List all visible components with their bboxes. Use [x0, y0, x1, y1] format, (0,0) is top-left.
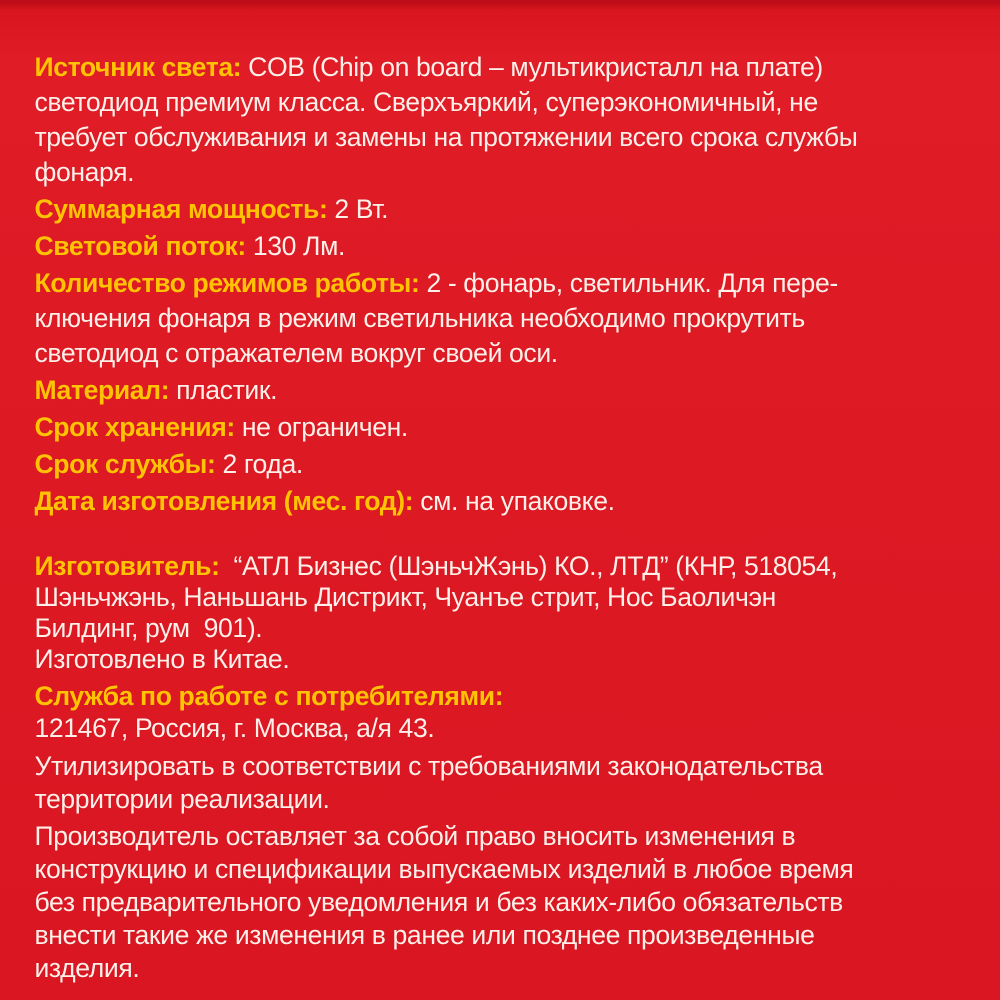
text-line	[34, 853, 955, 886]
field-text: Производитель оставляет за собой право вносить изменения в	[34, 821, 796, 851]
text-line	[34, 373, 955, 408]
field-text: Билдинг, рум 901).	[34, 613, 263, 643]
field-text: изделия.	[34, 953, 140, 983]
text-line	[34, 447, 955, 482]
text-line	[34, 85, 955, 120]
text-line	[34, 155, 955, 190]
text-line	[34, 336, 955, 371]
section-disclaimer	[34, 820, 955, 985]
field-text: светодиод с отражателем вокруг своей оси.	[34, 338, 558, 368]
field-text: Утилизировать в соответствии с требованиями законодательства	[34, 751, 823, 781]
text-line	[34, 301, 955, 336]
field-text: 130 Лм.	[245, 231, 345, 261]
section-consumer-service	[34, 680, 955, 744]
text-line	[34, 229, 955, 264]
text-line	[34, 919, 955, 952]
text-line	[34, 410, 955, 445]
text-line	[34, 266, 955, 301]
text-line	[34, 120, 955, 155]
field-label: Количество режимов работы:	[34, 268, 420, 298]
field-text: не ограничен.	[234, 412, 408, 442]
text-line	[34, 50, 955, 85]
text-line	[34, 613, 955, 644]
field-text: пластик.	[169, 375, 278, 405]
text-line	[34, 192, 955, 227]
field-text: “АТЛ Бизнес (ШэньчЖэнь) КО., ЛТД” (КНР, 518054,	[219, 551, 838, 581]
text-line	[34, 712, 955, 744]
field-label: Срок службы:	[34, 449, 216, 479]
text-line	[34, 680, 955, 712]
field-text: требует обслуживания и замены на протяжении всего срока службы	[34, 122, 858, 152]
field-text: 121467, Россия, г. Москва, а/я 43.	[34, 713, 435, 743]
field-label: Служба по работе с потребителями:	[34, 681, 504, 711]
field-text: территории реализации.	[34, 784, 330, 814]
field-label: Срок хранения:	[34, 412, 235, 442]
text-line	[34, 551, 955, 582]
section-manufacturer	[34, 551, 955, 675]
field-text: Изготовлено в Китае.	[34, 644, 290, 674]
field-label: Материал:	[34, 375, 170, 405]
field-text: 2 - фонарь, светильник. Для пере-	[419, 268, 838, 298]
field-label: Суммарная мощность:	[34, 194, 328, 224]
section-specs	[34, 50, 955, 519]
field-text: COB (Chip on board – мультикристалл на плате)	[241, 52, 823, 82]
field-text: светодиод премиум класса. Сверхъяркий, суперэкономичный, не	[34, 87, 818, 117]
text-line	[34, 820, 955, 853]
text-line	[34, 644, 955, 675]
field-text: конструкцию и спецификации выпускаемых изделий в любое время	[34, 854, 854, 884]
field-text: 2 года.	[215, 449, 303, 479]
text-line	[34, 886, 955, 919]
field-label: Источник света:	[34, 52, 242, 82]
text-line	[34, 582, 955, 613]
section-disposal	[34, 750, 955, 816]
field-text: ключения фонаря в режим светильника необходимо прокрутить	[34, 303, 805, 333]
text-line	[34, 952, 955, 985]
field-text: 2 Вт.	[327, 194, 389, 224]
field-label: Дата изготовления (мес. год):	[34, 486, 414, 516]
field-text: внести такие же изменения в ранее или позднее произведенные	[34, 920, 815, 950]
field-label: Световой поток:	[34, 231, 246, 261]
field-text: Шэньчжэнь, Наньшань Дистрикт, Чуанъе стрит, Нос Баоличэн	[34, 582, 776, 612]
text-line	[34, 484, 955, 519]
field-label: Изготовитель:	[34, 551, 220, 581]
text-line	[34, 750, 955, 783]
field-text: без предварительного уведомления и без каких-либо обязательств	[34, 887, 843, 917]
text-line	[34, 783, 955, 816]
field-text: см. на упаковке.	[413, 486, 615, 516]
field-text: фонаря.	[34, 157, 135, 187]
